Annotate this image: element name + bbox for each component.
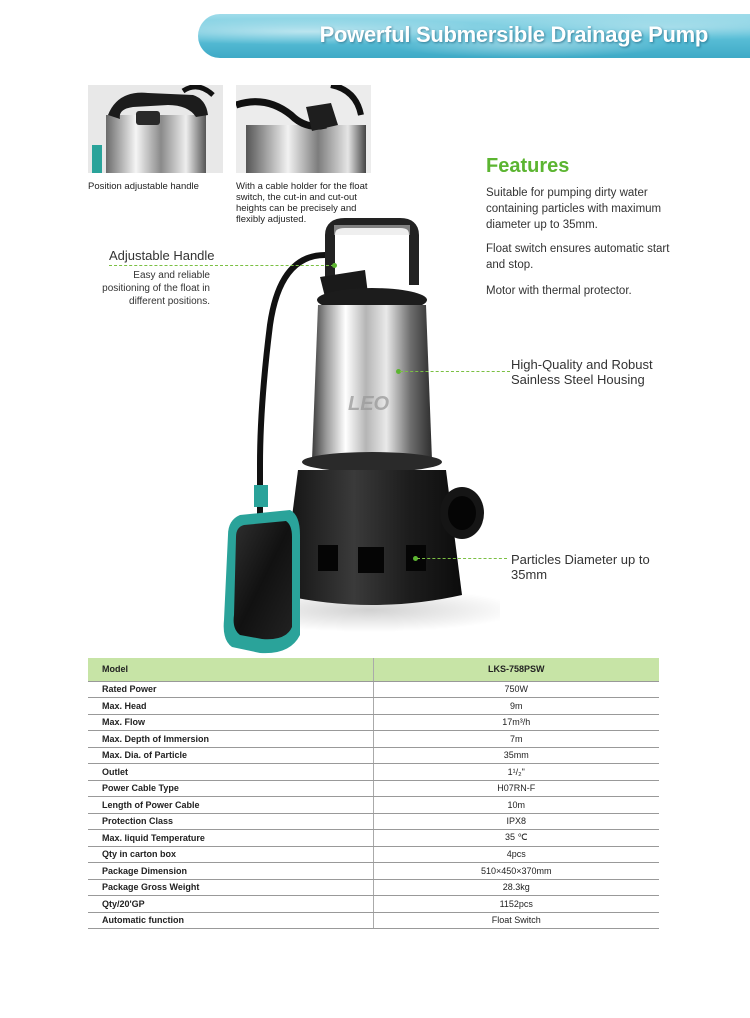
table-row [88, 846, 659, 863]
callout-handle-desc: Easy and reliable positioning of the float in different positions. [102, 270, 210, 307]
leader-line [417, 558, 507, 559]
spec-value: 1¹/₂" [373, 764, 659, 781]
spec-label: Max. Depth of Immersion [88, 731, 373, 748]
callout-particles-title: Particles Diameter up to 35mm [511, 552, 650, 582]
specs-table [88, 658, 659, 929]
features-heading: Features [486, 155, 570, 177]
brand-logo: LEO [348, 393, 390, 415]
table-row [88, 747, 659, 764]
spec-value: 7m [373, 731, 659, 748]
thumbnail-caption: With a cable holder for the float switch, the cut-in and cut-out heights can be precisely and flexibly adjusted. [236, 181, 368, 225]
header-banner [198, 14, 750, 58]
table-row [88, 731, 659, 748]
spec-label: Package Gross Weight [88, 879, 373, 896]
spec-label: Qty in carton box [88, 846, 373, 863]
table-row [88, 714, 659, 731]
table-row [88, 780, 659, 797]
table-row [88, 813, 659, 830]
spec-label: Max. Flow [88, 714, 373, 731]
spec-label: Outlet [88, 764, 373, 781]
feature-item: Float switch ensures automatic start and stop. [486, 243, 670, 271]
spec-label: Max. Head [88, 698, 373, 715]
table-row [88, 764, 659, 781]
callout-housing-title: High-Quality and Robust Sainless Steel Housing [511, 357, 653, 387]
spec-value: 750W [373, 681, 659, 698]
spec-label: Qty/20'GP [88, 896, 373, 913]
model-header-label: Model [88, 658, 373, 681]
spec-value: 510×450×370mm [373, 863, 659, 880]
table-row [88, 681, 659, 698]
cable-holder-closeup-photo [236, 85, 371, 173]
spec-label: Automatic function [88, 912, 373, 929]
spec-value: 1152pcs [373, 896, 659, 913]
table-row [88, 830, 659, 847]
feature-item: Suitable for pumping dirty water containing particles with maximum diameter up to 35mm. [486, 187, 662, 231]
spec-value: IPX8 [373, 813, 659, 830]
spec-value: 28.3kg [373, 879, 659, 896]
handle-closeup-photo [88, 85, 223, 173]
spec-value: 35mm [373, 747, 659, 764]
spec-value: 10m [373, 797, 659, 814]
spec-value: Float Switch [373, 912, 659, 929]
spec-value: 9m [373, 698, 659, 715]
spec-label: Package Dimension [88, 863, 373, 880]
table-row [88, 896, 659, 913]
model-number: LKS-758PSW [373, 658, 659, 681]
table-row [88, 863, 659, 880]
feature-item: Motor with thermal protector. [486, 285, 632, 297]
table-row [88, 698, 659, 715]
spec-label: Max. liquid Temperature [88, 830, 373, 847]
pump-product-photo [200, 215, 500, 655]
spec-value: 35 ℃ [373, 830, 659, 847]
leader-line [400, 371, 510, 372]
spec-label: Power Cable Type [88, 780, 373, 797]
spec-value: 17m³/h [373, 714, 659, 731]
table-row [88, 797, 659, 814]
spec-label: Protection Class [88, 813, 373, 830]
thumbnail-caption: Position adjustable handle [88, 181, 199, 192]
spec-value: 4pcs [373, 846, 659, 863]
spec-value: H07RN-F [373, 780, 659, 797]
leader-line [109, 265, 334, 266]
table-row [88, 912, 659, 929]
callout-handle-title: Adjustable Handle [109, 248, 215, 263]
spec-label: Rated Power [88, 681, 373, 698]
table-header-row [88, 658, 659, 681]
page-title: Powerful Submersible Drainage Pump [319, 22, 708, 47]
table-row [88, 879, 659, 896]
spec-label: Length of Power Cable [88, 797, 373, 814]
spec-label: Max. Dia. of Particle [88, 747, 373, 764]
leader-dot [332, 263, 337, 268]
